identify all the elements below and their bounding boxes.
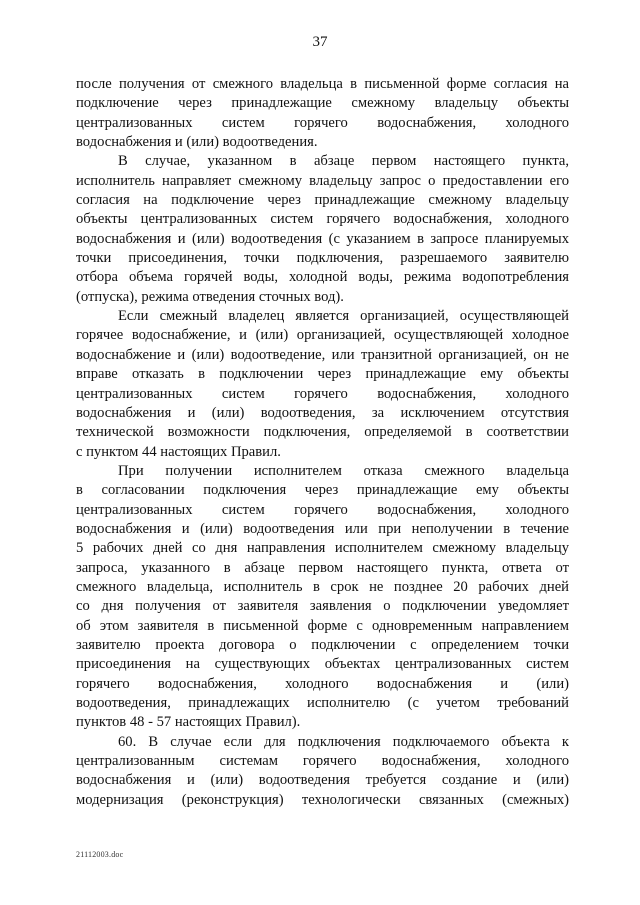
document-body [76, 75, 569, 810]
text-line: с пунктом 44 настоящих Правил. [76, 443, 281, 460]
text-line: смежного владельца, исполнитель в срок не позднее 20 рабочих дней [76, 578, 569, 595]
text-line: водоотведения, принадлежащих исполнителю (с учетом требований [76, 695, 569, 711]
text-line: водоснабжение и (или) водоотведение, или транзитной организацией, он не [76, 346, 569, 363]
text-line: исполнитель направляет смежному владельцу запрос о предоставлении его [76, 172, 569, 189]
text-line: согласия на подключение через принадлежащие смежному владельцу [76, 192, 569, 209]
text-line: Если смежный владелец является организацией, осуществляющей [118, 308, 569, 325]
paragraph [76, 733, 569, 810]
text-line: водоснабжения и (или) водоотведения требуется создание и (или) [76, 772, 569, 789]
text-line: централизованным системам горячего водоснабжения, холодного [76, 753, 569, 770]
text-line: запроса, указанного в абзаце первом настоящего пункта, ответа от [76, 559, 569, 576]
text-line: централизованных систем горячего водоснабжения, холодного [76, 501, 569, 518]
text-line: водоснабжения и (или) водоотведения. [76, 134, 318, 151]
text-line: со дня получения от заявителя заявления о подключении уведомляет [76, 598, 569, 615]
text-line: (отпуска), режима отведения сточных вод). [76, 288, 344, 305]
paragraph [76, 152, 569, 307]
text-line: В случае, указанном в абзаце первом настоящего пункта, [118, 153, 569, 170]
text-line: водоснабжения и (или) водоотведения, за исключением отсутствия [76, 404, 569, 421]
text-line: горячего водоснабжения, холодного водоснабжения и (или) [76, 675, 569, 692]
text-line: централизованных систем горячего водоснабжения, холодного [76, 114, 569, 131]
text-line: При получении исполнителем отказа смежного владельца [118, 462, 569, 479]
text-line: водоснабжения и (или) водоотведения (с указанием в запросе планируемых [76, 230, 569, 247]
text-line: отбора объема горячей воды, холодной воды, режима водопотребления [76, 269, 569, 286]
text-line: 60. В случае если для подключения подключаемого объекта к [118, 733, 569, 750]
text-line: 5 рабочих дней со дня направления исполнителем смежному владельцу [76, 540, 569, 557]
text-line: заявителю проекта договора о подключении с определением точки [76, 636, 569, 653]
text-line: горячее водоснабжение, и (или) организацией, осуществляющей холодное [76, 327, 569, 344]
paragraph [76, 307, 569, 462]
text-line: точки присоединения, точки подключения, разрешаемого заявителю [76, 250, 569, 267]
paragraph [76, 75, 569, 152]
text-line: в согласовании подключения через принадлежащие ему объекты [76, 482, 569, 499]
text-line: технической возможности подключения, определяемой в соответствии [76, 424, 569, 441]
footer-filename: 21112003.doc [76, 850, 124, 859]
text-line: водоснабжения и (или) водоотведения или при неполучении в течение [76, 520, 569, 537]
text-line: об этом заявителя в письменной форме с одновременным направлением [76, 617, 569, 634]
text-line: присоединения на существующих объектах централизованных систем [76, 656, 569, 673]
paragraph [76, 462, 569, 733]
text-line: централизованных систем горячего водоснабжения, холодного [76, 385, 569, 402]
text-line: модернизация (реконструкция) технологически связанных (смежных) [76, 791, 569, 808]
text-line: пунктов 48 - 57 настоящих Правил). [76, 714, 301, 731]
text-line: после получения от смежного владельца в письменной форме согласия на [76, 76, 569, 92]
text-line: вправе отказать в подключении через принадлежащие ему объекты [76, 366, 569, 383]
text-line: подключение через принадлежащие смежному владельцу объекты [76, 95, 569, 112]
page-number: 37 [312, 34, 328, 50]
text-line: объекты централизованных систем горячего водоснабжения, холодного [76, 211, 569, 228]
